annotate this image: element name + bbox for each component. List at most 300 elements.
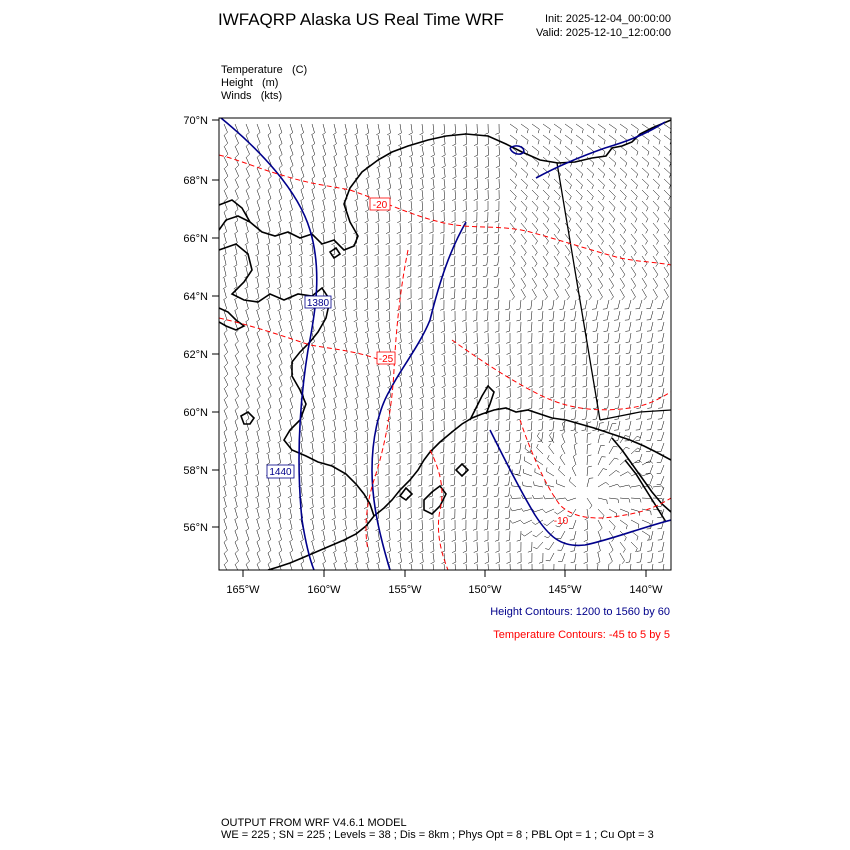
- wind-barb: [608, 410, 610, 419]
- wind-barb: [334, 355, 337, 364]
- wind-barb-flag: [646, 208, 648, 212]
- wind-barb-flag: [536, 219, 538, 223]
- wind-barb: [389, 553, 391, 562]
- wind-barb: [608, 322, 610, 331]
- wind-barb-flag: [321, 507, 325, 509]
- wind-barb-flag: [408, 419, 412, 421]
- wind-barb: [224, 146, 228, 154]
- wind-barb: [268, 234, 270, 243]
- wind-barb-flag: [626, 386, 630, 387]
- wind-barb-flag: [430, 529, 434, 531]
- wind-barb-flag: [353, 507, 357, 509]
- wind-barb-flag: [354, 419, 358, 421]
- wind-barb: [257, 377, 261, 385]
- wind-barb-flag: [375, 441, 379, 443]
- wind-barb: [587, 124, 594, 129]
- wind-barb-flag: [288, 452, 291, 454]
- wind-barb-flag: [451, 518, 455, 519]
- wind-barb-flag: [602, 208, 604, 212]
- wind-barb-flag: [397, 452, 401, 454]
- wind-barb-flag: [442, 364, 446, 366]
- wind-barb: [400, 509, 401, 518]
- wind-barb-flag: [322, 133, 325, 135]
- wind-barb: [279, 333, 282, 342]
- wind-barb: [290, 256, 291, 265]
- wind-barb-flag: [483, 507, 487, 508]
- wind-barb-flag: [561, 397, 565, 398]
- wind-barb: [257, 487, 259, 496]
- wind-barb-flag: [484, 419, 488, 420]
- wind-barb: [301, 531, 303, 540]
- wind-barb-flag: [236, 143, 239, 146]
- wind-barb: [422, 542, 423, 551]
- wind-barb-flag: [343, 221, 347, 223]
- wind-barb: [224, 179, 228, 187]
- wind-barb-flag: [599, 528, 602, 531]
- wind-barb-flag: [279, 144, 282, 147]
- wind-barb-flag: [418, 496, 422, 497]
- wind-barb-flag: [452, 331, 456, 333]
- wind-barb-flag: [615, 375, 619, 376]
- wind-barb-flag: [398, 540, 402, 542]
- wind-barb: [631, 223, 637, 230]
- wind-barb: [598, 157, 605, 163]
- wind-barb: [367, 278, 368, 287]
- wind-barb-flag: [659, 573, 663, 574]
- wind-barb: [662, 410, 664, 419]
- wind-barb: [411, 399, 412, 408]
- wind-barb-flag: [658, 408, 662, 409]
- wind-barb: [367, 553, 369, 562]
- wind-barb: [642, 289, 647, 297]
- wind-barb-flag: [453, 166, 457, 168]
- wind-barb-flag: [288, 254, 292, 256]
- wind-barb: [279, 201, 282, 210]
- wind-barb-flag: [452, 210, 456, 212]
- wind-barb: [378, 542, 380, 551]
- wind-barb-flag: [344, 144, 347, 146]
- wind-barb: [246, 377, 250, 385]
- wind-barb-flag: [495, 320, 499, 321]
- wind-barb: [620, 135, 627, 140]
- wind-barb: [345, 289, 346, 298]
- wind-barb-flag: [268, 133, 271, 136]
- wind-barb: [389, 520, 390, 529]
- wind-barb-flag: [418, 287, 422, 288]
- wind-barb-flag: [636, 185, 638, 189]
- wind-barb: [575, 388, 576, 397]
- wind-barb: [597, 388, 598, 397]
- wind-barb: [279, 432, 281, 441]
- wind-barb-flag: [266, 463, 269, 465]
- wind-barb-flag: [461, 276, 465, 277]
- wind-barb-flag: [516, 140, 517, 144]
- wind-barb: [268, 498, 270, 507]
- wind-barb: [664, 124, 671, 129]
- wind-barb: [609, 470, 616, 476]
- wind-barb-flag: [419, 529, 423, 531]
- wind-barb-flag: [548, 196, 550, 200]
- wind-barb-flag: [311, 210, 314, 212]
- wind-barb-flag: [311, 419, 314, 421]
- wind-barb: [433, 366, 434, 375]
- wind-barb-flag: [581, 163, 582, 167]
- wind-barb: [312, 487, 313, 496]
- wind-barb: [640, 399, 642, 408]
- wind-barb-flag: [333, 386, 336, 388]
- wind-barb: [509, 476, 510, 485]
- wind-barb-flag: [311, 133, 314, 135]
- wind-barb-flag: [441, 133, 445, 135]
- wind-barb-flag: [277, 243, 281, 245]
- wind-barb-flag: [225, 143, 228, 146]
- temp-label-minus25: -25: [378, 354, 394, 365]
- wind-barb-flag: [561, 342, 565, 343]
- wind-barb: [662, 531, 664, 540]
- wind-barb: [487, 454, 488, 463]
- wind-barb-flag: [224, 441, 227, 443]
- wind-barb: [596, 311, 598, 320]
- wind-barb: [400, 124, 401, 133]
- wind-barb-flag: [633, 297, 636, 300]
- wind-barb: [618, 311, 620, 320]
- wind-barb: [334, 267, 335, 276]
- wind-barb-flag: [614, 174, 616, 178]
- wind-barb-flag: [545, 297, 548, 300]
- wind-barb-flag: [442, 397, 446, 399]
- wind-barb: [389, 344, 391, 353]
- wind-barb-flag: [496, 353, 500, 355]
- wind-barb-flag: [615, 129, 616, 133]
- wind-barb: [513, 520, 521, 523]
- wind-barb: [597, 344, 598, 353]
- wind-barb: [543, 256, 548, 263]
- wind-barb-flag: [648, 140, 649, 144]
- wind-barb: [587, 278, 592, 286]
- wind-barb: [400, 410, 401, 419]
- wind-barb-flag: [590, 241, 592, 244]
- wind-barb-flag: [574, 443, 577, 445]
- wind-barb: [279, 454, 281, 463]
- wind-barb-flag: [256, 452, 259, 454]
- lat-tick-label: 64°N: [183, 291, 208, 303]
- wind-barb: [662, 542, 664, 551]
- wind-barb-flag: [462, 529, 466, 530]
- wind-barb: [536, 531, 543, 537]
- wind-barb: [620, 168, 627, 174]
- wind-barb-flag: [604, 375, 608, 376]
- wind-barb-flag: [510, 508, 512, 511]
- wind-barb: [653, 223, 659, 230]
- wind-barb-flag: [279, 572, 282, 575]
- wind-barb-flag: [548, 163, 549, 167]
- wind-barb: [618, 300, 620, 309]
- wind-barb-flag: [494, 452, 498, 453]
- wind-barb-flag: [398, 177, 402, 179]
- wind-barb-flag: [474, 199, 478, 201]
- wind-barb: [422, 344, 423, 353]
- wind-barb-flag: [268, 199, 271, 202]
- wind-barb-flag: [225, 154, 228, 157]
- wind-barb-flag: [637, 353, 641, 354]
- wind-barb: [246, 289, 248, 298]
- wind-barb: [235, 190, 238, 198]
- wind-barb-flag: [223, 265, 226, 267]
- wind-barb-flag: [526, 163, 527, 167]
- wind-barb: [573, 520, 576, 529]
- wind-barb-flag: [331, 265, 335, 267]
- wind-barb-flag: [521, 534, 524, 536]
- wind-barb: [323, 190, 325, 199]
- wind-barb-flag: [496, 166, 500, 168]
- wind-barb-flag: [484, 320, 488, 321]
- wind-barb: [652, 564, 653, 573]
- wind-barb-flag: [388, 375, 391, 377]
- wind-barb-flag: [320, 276, 324, 278]
- wind-barb-flag: [637, 436, 641, 437]
- wind-barb: [568, 498, 577, 501]
- wind-barb-flag: [544, 524, 547, 526]
- wind-barb: [466, 344, 467, 353]
- wind-barb: [268, 432, 270, 441]
- wind-barb: [587, 201, 593, 208]
- wind-barb: [378, 146, 380, 155]
- wind-barb: [564, 311, 565, 320]
- wind-barb: [279, 421, 281, 430]
- wind-barb-flag: [429, 463, 433, 464]
- wind-barb-flag: [331, 496, 335, 498]
- wind-barb-flag: [300, 342, 303, 344]
- wind-barb: [378, 135, 380, 144]
- wind-barb: [257, 168, 261, 176]
- wind-barb: [476, 465, 477, 474]
- wind-barb-flag: [575, 432, 578, 434]
- wind-barb: [257, 531, 260, 540]
- wind-barb-flag: [407, 298, 411, 299]
- wind-barb: [345, 432, 346, 441]
- wind-barb: [661, 476, 664, 484]
- wind-barb-flag: [604, 364, 608, 365]
- wind-barb: [334, 190, 336, 199]
- wind-barb-flag: [223, 276, 226, 278]
- wind-barb-flag: [603, 174, 605, 178]
- wind-barb: [499, 146, 500, 155]
- wind-barb: [433, 157, 434, 166]
- wind-barb-flag: [548, 185, 550, 189]
- wind-barb-flag: [651, 511, 652, 515]
- wind-barb: [334, 278, 335, 287]
- wind-barb-flag: [635, 219, 637, 223]
- wind-barb-flag: [354, 540, 357, 542]
- wind-barb-flag: [633, 286, 636, 289]
- wind-barb-flag: [278, 221, 281, 223]
- wind-barb: [268, 399, 271, 408]
- wind-barb: [641, 355, 642, 364]
- wind-barb-flag: [234, 232, 237, 234]
- wind-barb: [279, 157, 282, 165]
- wind-barb-flag: [543, 495, 545, 499]
- wind-barb: [639, 454, 642, 463]
- wind-barb: [257, 410, 260, 419]
- wind-barb: [565, 179, 572, 185]
- wind-barb: [598, 542, 600, 551]
- wind-barb: [565, 245, 570, 252]
- wind-barb-flag: [636, 174, 638, 178]
- wind-barb-flag: [537, 185, 539, 189]
- wind-barb: [301, 124, 304, 133]
- wind-barb: [465, 498, 466, 507]
- wind-barb: [268, 443, 270, 452]
- wind-barb-flag: [386, 518, 390, 520]
- wind-barb-flag: [518, 386, 522, 388]
- wind-barb: [356, 432, 357, 441]
- wind-barb-flag: [408, 518, 412, 520]
- wind-barb: [609, 245, 614, 252]
- wind-barb-flag: [658, 185, 660, 189]
- wind-barb-flag: [546, 241, 548, 244]
- wind-barb: [367, 366, 369, 375]
- wind-barb-flag: [342, 496, 346, 498]
- wind-barb: [576, 212, 582, 219]
- wind-barb: [246, 355, 250, 363]
- wind-barb-flag: [408, 441, 412, 443]
- wind-barb-flag: [571, 562, 575, 563]
- wind-barb: [279, 124, 282, 133]
- wind-barb: [642, 245, 647, 252]
- wind-barb: [334, 432, 335, 441]
- wind-barb: [356, 465, 357, 474]
- wind-barb: [378, 432, 379, 441]
- wind-barb: [268, 168, 271, 176]
- wind-barb: [521, 267, 526, 275]
- border-lines: [557, 163, 671, 420]
- wind-barb: [301, 465, 302, 474]
- wind-barb: [279, 179, 282, 188]
- field-unit: (m): [261, 77, 279, 89]
- wind-barb-flag: [377, 166, 380, 168]
- wind-barb: [312, 201, 314, 210]
- wind-barb: [268, 564, 271, 572]
- wind-barb-flag: [440, 309, 444, 310]
- wind-barb: [400, 212, 401, 221]
- wind-barb-flag: [256, 529, 259, 531]
- wind-barb: [323, 278, 324, 287]
- wind-barb: [422, 410, 423, 419]
- wind-barb-flag: [568, 263, 570, 266]
- wind-barb-flag: [310, 474, 314, 476]
- wind-barb-flag: [420, 144, 424, 146]
- wind-barb-flag: [453, 177, 457, 179]
- wind-barb: [356, 135, 358, 144]
- wind-barb-flag: [592, 185, 594, 189]
- wind-barb-flag: [452, 353, 456, 355]
- wind-barb: [663, 366, 665, 375]
- wind-barb-flag: [289, 221, 292, 223]
- wind-barb: [487, 432, 488, 441]
- wind-barb-flag: [429, 496, 433, 497]
- wind-barb: [554, 124, 561, 129]
- wind-barb-flag: [332, 243, 336, 245]
- lon-tick-label: 145°W: [548, 584, 582, 596]
- wind-barb-flag: [355, 155, 358, 157]
- wind-barb-flag: [310, 309, 314, 311]
- wind-barb-flag: [257, 143, 260, 146]
- wind-barb: [653, 289, 658, 297]
- wind-barb-flag: [517, 331, 521, 332]
- wind-barb-flag: [640, 486, 642, 489]
- wind-barb: [499, 311, 500, 320]
- wind-barb: [224, 421, 227, 430]
- wind-barb-flag: [320, 265, 324, 267]
- wind-barb-flag: [557, 263, 559, 266]
- wind-barb: [356, 564, 358, 573]
- wind-barb-flag: [225, 363, 228, 366]
- wind-barb-flag: [441, 320, 445, 322]
- wind-barb: [642, 168, 649, 174]
- wind-barb: [290, 454, 291, 463]
- wind-barb: [312, 476, 313, 485]
- wind-barb-flag: [409, 562, 413, 564]
- wind-barb: [235, 355, 239, 363]
- wind-barb-flag: [463, 331, 467, 333]
- wind-barb-flag: [431, 155, 435, 157]
- wind-barb: [257, 399, 260, 407]
- wind-barb: [290, 520, 292, 529]
- wind-barb: [535, 509, 544, 512]
- wind-barb-flag: [332, 441, 336, 443]
- wind-barb: [367, 333, 369, 342]
- wind-barb: [543, 234, 549, 241]
- wind-barb: [509, 443, 510, 452]
- wind-barb-flag: [246, 430, 249, 432]
- wind-barb-flag: [342, 452, 346, 454]
- wind-barb: [598, 234, 604, 241]
- wind-barb: [389, 135, 391, 144]
- wind-barb-flag: [550, 408, 554, 409]
- wind-barb: [290, 135, 293, 144]
- wind-barb-flag: [636, 196, 638, 200]
- wind-barb-flag: [525, 219, 527, 223]
- wind-barb: [562, 553, 565, 562]
- wind-barb-flag: [484, 540, 488, 541]
- wind-barb-flag: [590, 506, 592, 509]
- wind-barb-flag: [515, 196, 517, 200]
- wind-barb-flag: [450, 276, 454, 277]
- wind-barb-flag: [515, 174, 517, 178]
- wind-barb-flag: [625, 185, 627, 189]
- wind-barb: [257, 509, 259, 518]
- wind-barb: [400, 542, 401, 551]
- wind-barb-flag: [396, 265, 400, 266]
- wind-barb-flag: [538, 152, 539, 156]
- wind-barb-flag: [377, 155, 380, 157]
- wind-barb: [509, 432, 510, 441]
- wind-barb: [290, 146, 293, 155]
- wind-barb-flag: [289, 331, 292, 333]
- wind-barb-flag: [377, 386, 380, 388]
- wind-barb: [510, 278, 515, 286]
- wind-barb: [257, 190, 260, 198]
- wind-barb-flag: [268, 363, 271, 366]
- wind-barb-flag: [396, 463, 400, 464]
- wind-barb: [290, 124, 293, 133]
- wind-barb: [454, 278, 455, 287]
- wind-barb: [521, 245, 526, 252]
- wind-barb-flag: [278, 529, 281, 531]
- wind-barb-flag: [225, 550, 228, 553]
- wind-barb: [487, 487, 488, 496]
- wind-barb: [345, 256, 346, 265]
